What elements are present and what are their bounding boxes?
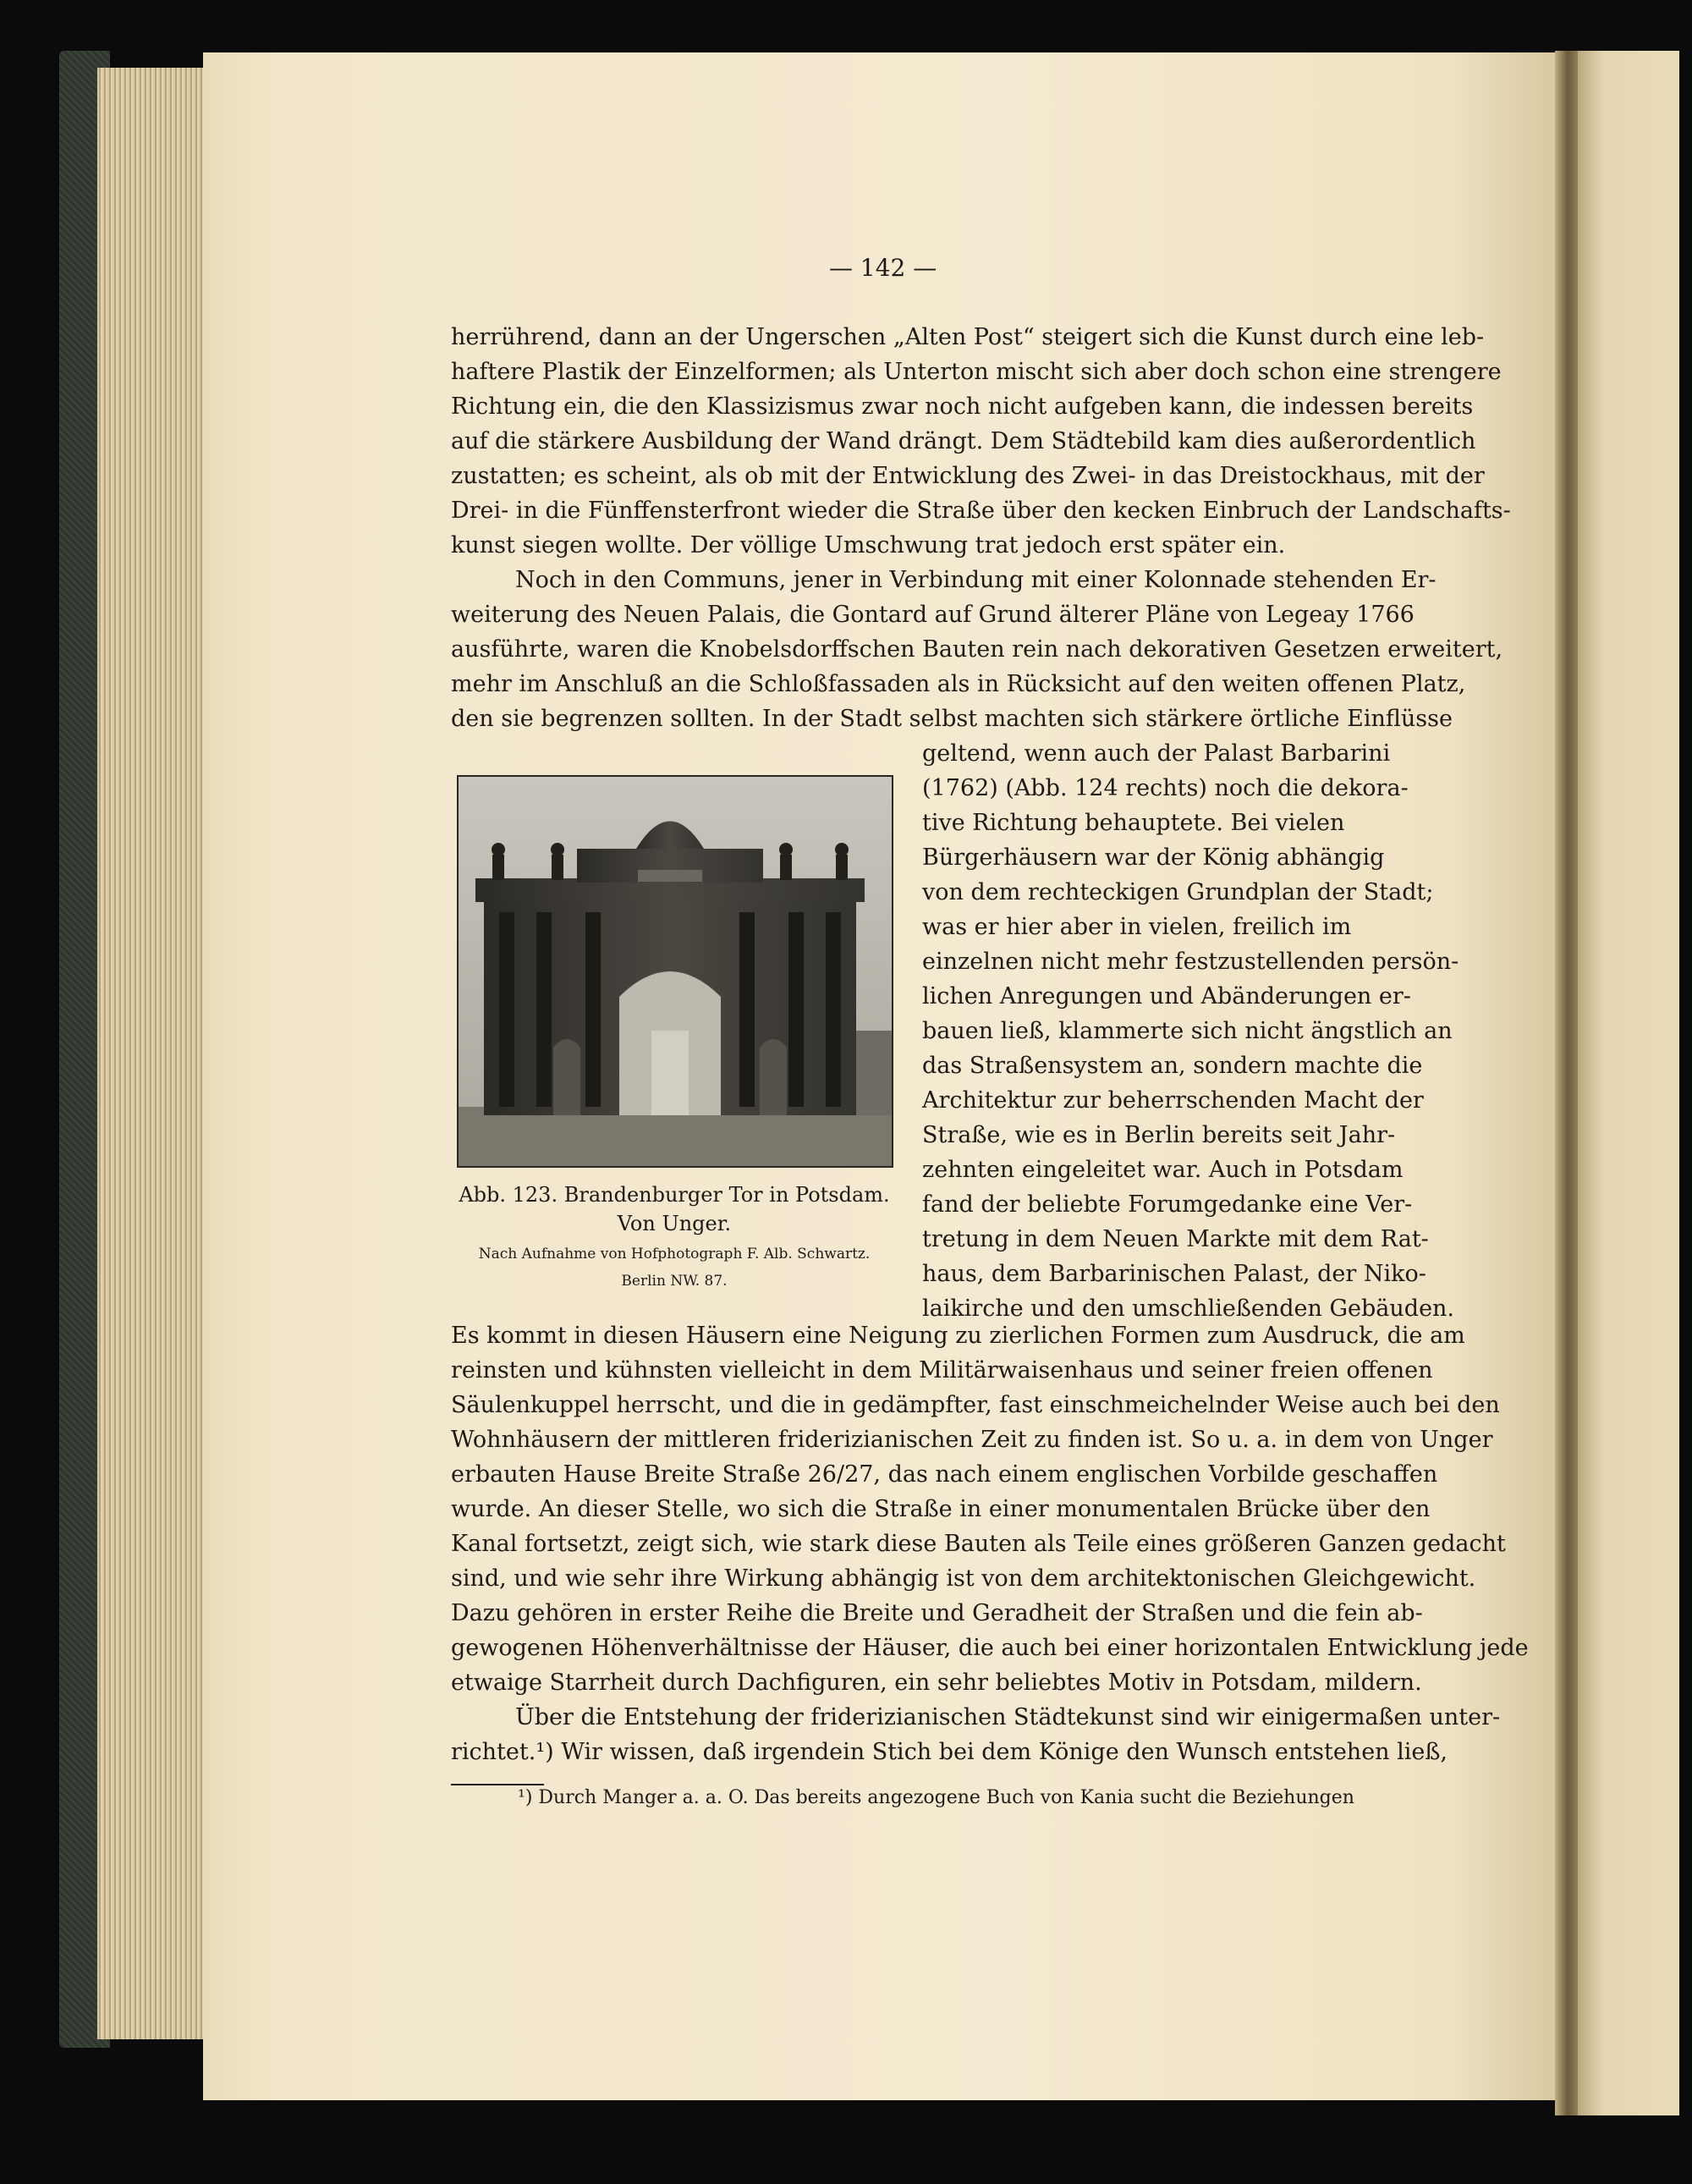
text-line: Es kommt in diesen Häusern eine Neigung zu zierlichen Formen zum Ausdruck, die am [451, 1323, 1465, 1349]
text-line: tive Richtung behauptete. Bei vielen [922, 810, 1345, 836]
caption-author: Von Unger. [617, 1212, 732, 1235]
text-line: richtet.¹) Wir wissen, daß irgendein Stich bei dem Könige den Wunsch entstehen ließ, [451, 1739, 1448, 1765]
figure-photo-brandenburger-tor [457, 775, 893, 1168]
text-line: herrührend, dann an der Ungerschen „Alten Post“ steigert sich die Kunst durch eine leb- [451, 324, 1485, 350]
text-line: kunst siegen wollte. Der völlige Umschwung trat jedoch erst später ein. [451, 532, 1286, 558]
caption-credit: Nach Aufnahme von Hofphotograph F. Alb. Schwartz. [478, 1246, 871, 1263]
text-line: Noch in den Communs, jener in Verbindung mit einer Kolonnade stehenden Er- [515, 567, 1437, 593]
gate-illustration [459, 777, 892, 1166]
text-line: etwaige Starrheit durch Dachfiguren, ein sehr beliebtes Motiv in Potsdam, mildern. [451, 1670, 1422, 1696]
text-line: weiterung des Neuen Palais, die Gontard auf Grund älterer Pläne von Legeay 1766 [451, 602, 1415, 628]
text-block-top [451, 320, 1511, 736]
text-line: einzelnen nicht mehr festzustellenden persön- [922, 949, 1459, 975]
text-line: wurde. An dieser Stelle, wo sich die Straße in einer monumentalen Brücke über den [451, 1496, 1431, 1522]
text-line: reinsten und kühnsten vielleicht in dem Militärwaisenhaus und seiner freien offenen [451, 1357, 1433, 1384]
text-line: was er hier aber in vielen, freilich im [922, 914, 1352, 940]
text-line: zehnten eingeleitet war. Auch in Potsdam [922, 1157, 1404, 1183]
text-line: lichen Anregungen und Abänderungen er- [922, 983, 1411, 1009]
text-line: geltend, wenn auch der Palast Barbarini [922, 740, 1391, 767]
text-line: Straße, wie es in Berlin bereits seit Jahr- [922, 1122, 1396, 1148]
text-line: von dem rechteckigen Grundplan der Stadt; [922, 879, 1434, 905]
text-line: (1762) (Abb. 124 rechts) noch die dekora- [922, 775, 1409, 801]
paragraph-1 [451, 320, 1511, 563]
text-line: laikirche und den umschließenden Gebäuden. [922, 1296, 1455, 1322]
footnote: ¹) Durch Manger a. a. O. Das bereits angezogene Buch von Kania sucht die Beziehungen [518, 1787, 1354, 1808]
text-line: das Straßensystem an, sondern machte die [922, 1053, 1423, 1079]
text-line: gewogenen Höhenverhältnisse der Häuser, die auch bei einer horizontalen Entwicklung jede [451, 1635, 1529, 1661]
figure-caption [448, 1180, 900, 1292]
text-line: fand der beliebte Forumgedanke eine Ver- [922, 1191, 1413, 1218]
text-block-bottom [451, 1318, 1529, 1769]
text-column-right [922, 736, 1459, 1326]
caption-credit-location: Berlin NW. 87. [621, 1273, 728, 1290]
paragraph-2-end [451, 1318, 1529, 1700]
text-line: Richtung ein, die den Klassizismus zwar noch nicht aufgeben kann, die indessen bereits [451, 393, 1474, 420]
text-line: Kanal fortsetzt, zeigt sich, wie stark diese Bauten als Teile eines größeren Ganzen gedacht [451, 1531, 1506, 1557]
text-line: Architektur zur beherrschenden Macht der [922, 1087, 1424, 1114]
text-line: auf die stärkere Ausbildung der Wand drängt. Dem Städtebild kam dies außerordentlich [451, 428, 1476, 454]
page-edges [97, 68, 207, 2039]
book-gutter [1555, 51, 1580, 2115]
text-line: Wohnhäusern der mittleren friderizianischen Zeit zu finden ist. So u. a. in dem von Unger [451, 1427, 1493, 1453]
text-line: erbauten Hause Breite Straße 26/27, das nach einem englischen Vorbilde geschaffen [451, 1461, 1438, 1488]
facing-page-edge [1578, 51, 1679, 2115]
text-line: sind, und wie sehr ihre Wirkung abhängig ist von dem architektonischen Gleichgewicht. [451, 1565, 1476, 1592]
text-line: haftere Plastik der Einzelformen; als Unterton mischt sich aber doch schon eine strengere [451, 359, 1502, 385]
caption-title: Abb. 123. Brandenburger Tor in Potsdam. [459, 1183, 890, 1207]
text-line: Bürgerhäusern war der König abhängig [922, 844, 1385, 871]
text-line: mehr im Anschluß an die Schloßfassaden als in Rücksicht auf den weiten offenen Platz, [451, 671, 1466, 697]
text-line: Drei- in die Fünffensterfront wieder die Straße über den kecken Einbruch der Landschafts- [451, 498, 1511, 524]
text-line: Über die Entstehung der friderizianischen Städtekunst sind wir einigermaßen unter- [515, 1704, 1501, 1730]
text-line: bauen ließ, klammerte sich nicht ängstlich an [922, 1018, 1453, 1044]
text-line: tretung in dem Neuen Markte mit dem Rat- [922, 1226, 1429, 1252]
text-line: den sie begrenzen sollten. In der Stadt selbst machten sich stärkere örtliche Einflüsse [451, 706, 1453, 732]
text-line: ausführte, waren die Knobelsdorffschen Bauten rein nach dekorativen Gesetzen erweitert, [451, 636, 1503, 663]
paragraph-2-start [451, 563, 1503, 736]
text-line: haus, dem Barbarinischen Palast, der Niko- [922, 1261, 1426, 1287]
paragraph-3 [451, 1700, 1501, 1769]
text-line: Dazu gehören in erster Reihe die Breite und Geradheit der Straßen und die fein ab- [451, 1600, 1423, 1626]
text-line: Säulenkuppel herrscht, und die in gedämpfter, fast einschmeichelnder Weise auch bei den [451, 1392, 1500, 1418]
page-number: — 142 — [829, 254, 937, 282]
text-line: zustatten; es scheint, als ob mit der Entwicklung des Zwei- in das Dreistockhaus, mit der [451, 463, 1485, 489]
